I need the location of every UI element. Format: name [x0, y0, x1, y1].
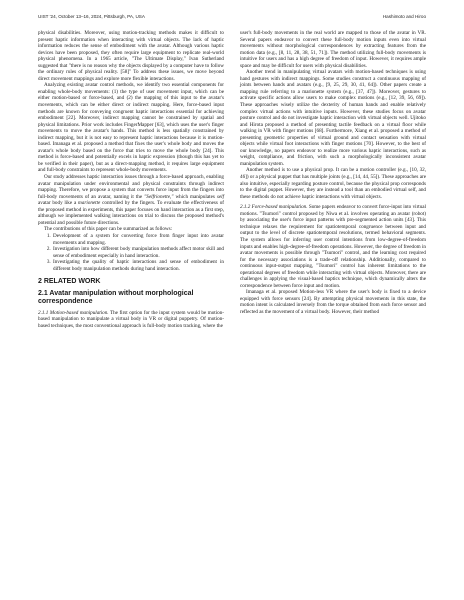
paragraph: physical disabilities. Moreover, using motion-tracking methods makes it difficult to present haptic information when interacting with virtual objects. The lack of haptic information reduces the sense of embodiment with the avatar. Although various haptic devices have been proposed, they often require large equipment to replicate real-world physical phenomena. In a 1965 article, "The Ultimate Display," Ivan Sutherland suggested that "there is no reason why the objects displayed by a computer have to follow the ordinary rules of physical reality. [58]" To address these issues, we move beyond direct movement mappings and explore more flexible interactions. — [38, 30, 224, 82]
authors-header: Hashimoto and Hiroo — [382, 14, 426, 19]
contribution-list — [38, 233, 224, 272]
paragraph: 2.1.1 Motion-based manipulation. The first option for the input system would be motion-based manipulation to manipulate a virtual body in VR or digital puppetry. Of motion-based techniques, the most conventional approach is full-body motion tracking, where the — [38, 309, 224, 329]
conference-header: UIST '24, October 13–16, 2024, Pittsburgh, PA, USA — [38, 14, 145, 19]
paragraph: The contributions of this paper can be summarized as follows: — [44, 226, 173, 233]
list-item: 3. Investigating the quality of haptic interactions and sense of embodiment in different body manipulation methods during hand interaction. — [52, 259, 224, 272]
section-heading: 2 RELATED WORK — [38, 278, 101, 286]
right-column — [240, 30, 426, 316]
paragraph-heading: 2.1.1 Motion-based manipulation. — [38, 309, 109, 316]
paragraph: Imanaga et al. proposed Motion-less VR where the user's body is fixed to a device equipped with force sensors [24]. By attempting physical movements in this state, the motion intent is calculated inversely from the torque obtained from each force sensor and reflected as the movement of a virtual body. However, their method — [240, 289, 426, 315]
paragraph: 2.1.2 Force-based manipulation. Some papers endeavor to convert force-input into virtual motions. "Tsumori" control proposed by Niwa et al. involves operating an avatar (robot) by associating the user's force input patterns with pre-segmented action units [43]. This technique relaxes the requirement for spatiotemporal congruence between input and output to the level of discrete spatiotemporal resolutions, termed behavioral segments. The system allows for inferring user control intentions from low-degree-of-freedom inputs and enables high-degree-of-freedom operations. However, the degree of freedom in avatar movements is possible through "Tsumori" control, and the learning cost required for the necessary associations is a trade-off relationship. Additionally, compared to continuous input-output mapping, "Tsumori" control has inherent limitations to the operational degrees of freedom while interacting with virtual objects. Moreover, there are challenges in applying the visual-based haptics technique, which dynamically alters the correspondence between force input and motion. — [240, 204, 426, 289]
list-item: 2. Investigation into how different body manipulation methods affect motor skill and sense of embodiment especially in hand interaction. — [52, 246, 224, 259]
paragraph: Analyzing existing avatar control methods, we identify two essential components for enabling whole-body movements: (1) the type of user movement input, which can be either motion-based or force-based, and (2) the mapping of this input to the avatar's movements, which can be either direct or indirect mapping. Here, force-based input methods are known for conveying congruent haptic interactions essential for achieving embodiment [22]. Moreover, indirect mapping cannot be constrained by spatial and physical limitations. Prior work includes FingerMapper [63], which uses the user's finger movements to move the avatar's hands. This method is less spatially constrained by indirect mapping, but it is not easy to represent haptic interactions because it is motion-based. Imanaga et al. proposed a method that fixes the user's whole body and moves the avatar's whole body based on the force that tries to move the whole body [24]. This method is force-based and potentially excels in haptic expression (though this has yet to be verified in their paper), but as a direct-mapping method, it requires large equipment and full-body constraints to represent whole-body movements. — [38, 82, 224, 174]
paragraph: Another method is to use a physical prop. It can be a motion controller (e.g., [10, 32, 46]) or a physical puppet that has multiple joints (e.g., [14, 44, 55]). These approaches are also intuitive, especially regarding posture control, because the physical prop corresponds to the digital puppet. However, they are instead a tool than an embodied virtual self, and these methods do not achieve haptic interactions with virtual objects. — [240, 167, 426, 200]
paragraph: user's full-body movements in the real world are mapped to those of the avatar in VR. Several papers endeavor to convert these full-body motion inputs even into virtual movements without morphological correspondences by extracting features from the motion data (e.g., [8, 11, 28, 38, 51, 71]). The method utilizing full-body movements is intuitive for users and has a high degree of freedom of input. However, it requires ample space and may be difficult for users with physical disabilities. — [240, 30, 426, 69]
list-item: 1. Development of a system for converting force from finger input into avatar movements and mapping. — [52, 233, 224, 246]
subsection-heading: 2.1 Avatar manipulation without morphological correspondence — [38, 289, 194, 306]
paragraph: Our study addresses haptic interaction issues through a force-based approach, enabling avatar manipulation under environmental and physical constraints through indirect mapping. Therefore, we propose a system that converts force input from the fingers into full-body movements of an avatar, naming it the "Selfrionette," which manipulates self avatar body like a marionette controlled by the fingers. To evaluate the effectiveness of the proposed method in experiments, this paper focuses on hand interaction as a first step, although we implemented walking interactions on trial to discuss the proposed method's potential and possible future directions. — [38, 174, 225, 226]
left-column — [38, 30, 224, 329]
paragraph-heading: 2.1.2 Force-based manipulation. — [240, 204, 308, 211]
running-header — [38, 14, 426, 22]
paragraph: Another trend in manipulating virtual avatars with motion-based techniques is using hand gestures with indirect mappings. Some studies construct a continuous mapping of joints between hands and avatars (e.g., [9, 25, 29, 30, 41, 64]). Other papers create a mapping rule referring to a marionette system (e.g., [37, 47]). Moreover, gestures to activate specific actions allow users to make complex motions (e.g., [12, 39, 56, 69]). These approaches wisely utilize the dexterity of human hands and enable relatively complex virtual actions with intuitive inputs. However, these studies focus on avatar posture control and do not investigate haptic interaction with virtual objects well. Ujitoko and Hirota proposed a method of presenting tactile feedback on a virtual floor while walking in VR with finger motions [68]. Furthermore, Xiang et al. proposed a method of presenting geometric properties of virtual ground and contact sensation with virtual objects while virtual foot interactions with finger motions [70]. However, to the best of our knowledge, no papers endeavor to realize more various haptic interactions, such as weight, compliance, and friction, with such a morphologically inconsistent avatar manipulation system. — [240, 69, 426, 167]
